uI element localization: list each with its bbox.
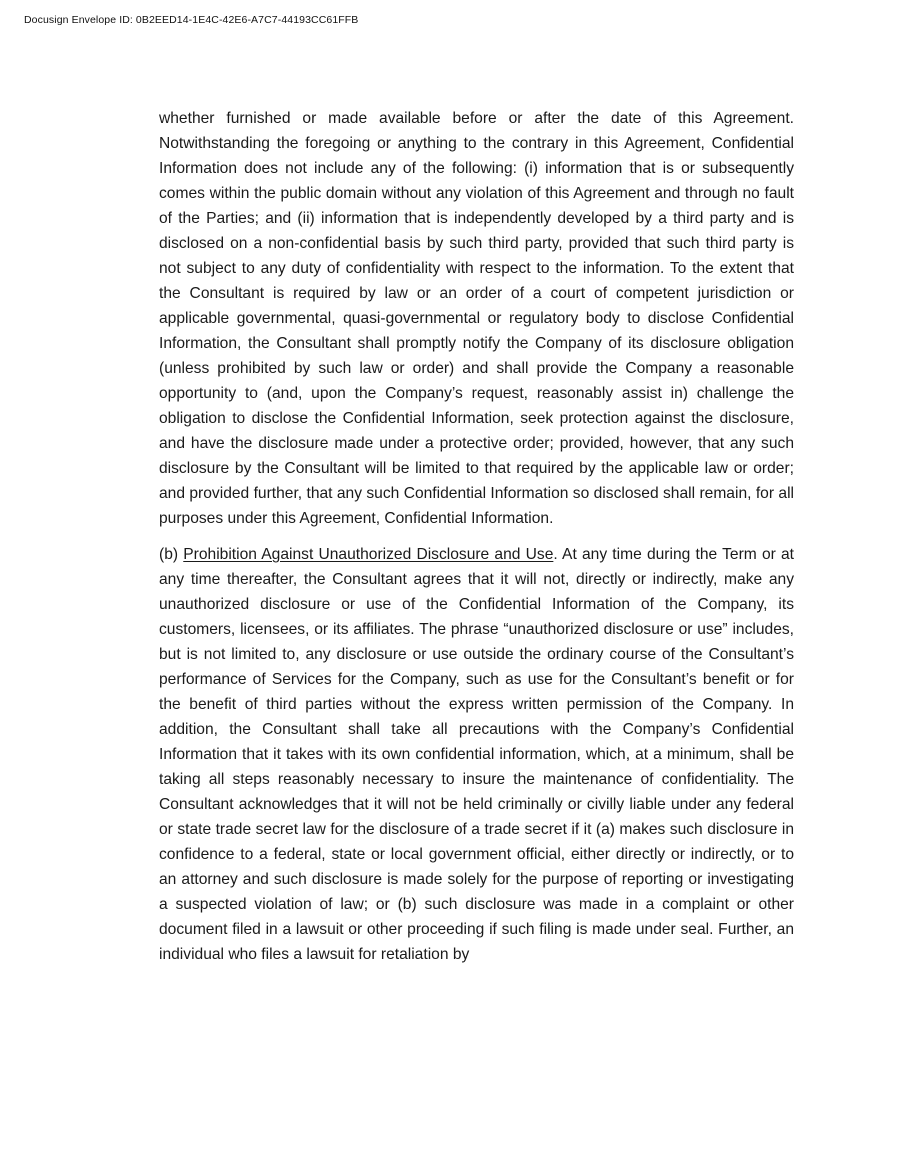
paragraph-section-b	[159, 542, 794, 967]
section-b-heading: Prohibition Against Unauthorized Disclosure and Use	[183, 546, 554, 563]
section-b-text: . At any time during the Term or at any time thereafter, the Consultant agrees that it will not, directly or indirectly, make any unauthorized disclosure or use of the Confidential Information of the Company, its customers, licensees, or its affiliates. The phrase “unauthorized disclosure or use” includes, but is not limited to, any disclosure or use outside the ordinary course of the Consultant’s performance of Services for the Company, such as use for the Consultant’s benefit or for the benefit of third parties without the express written permission of the Company. In addition, the Consultant shall take all precautions with the Company’s Confidential Information that it takes with its own confidential information, which, at a minimum, shall be taking all steps reasonably necessary to insure the maintenance of confidentiality. The Consultant acknowledges that it will not be held criminally or civilly liable under any federal or state trade secret law for the disclosure of a trade secret if it (a) makes such disclosure in confidence to a federal, state or local government official, either directly or indirectly, or to an attorney and such disclosure is made solely for the purpose of reporting or investigating a suspected violation of law; or (b) such disclosure was made in a complaint or other document filed in a lawsuit or other proceeding if such filing is made under seal. Further, an individual who files a lawsuit for retaliation by	[159, 546, 795, 963]
document-body	[159, 106, 794, 967]
section-b-label: (b)	[159, 546, 184, 563]
paragraph-confidential-information-exclusions: whether furnished or made available before or after the date of this Agreement. Notwithstanding the foregoing or anything to the contrary in this Agreement, Confidential Information does not include any of the following: (i) information that is or subsequently comes within the public domain without any violation of this Agreement and through no fault of the Parties; and (ii) information that is independently developed by a third party and is disclosed on a non-confidential basis by such third party, provided that such third party is not subject to any duty of confidentiality with respect to the information. To the extent that the Consultant is required by law or an order of a court of competent jurisdiction or applicable governmental, quasi-governmental or regulatory body to disclose Confidential Information, the Consultant shall promptly notify the Company of its disclosure obligation (unless prohibited by such law or order) and shall provide the Company a reasonable opportunity to (and, upon the Company’s request, reasonably assist in) challenge the obligation to disclose the Confidential Information, seek protection against the disclosure, and have the disclosure made under a protective order; provided, however, that any such disclosure by the Consultant will be limited to that required by the applicable law or order; and provided further, that any such Confidential Information so disclosed shall remain, for all purposes under this Agreement, Confidential Information.	[159, 110, 794, 527]
docusign-envelope-id: Docusign Envelope ID: 0B2EED14-1E4C-42E6-A7C7-44193CC61FFB	[24, 14, 359, 26]
